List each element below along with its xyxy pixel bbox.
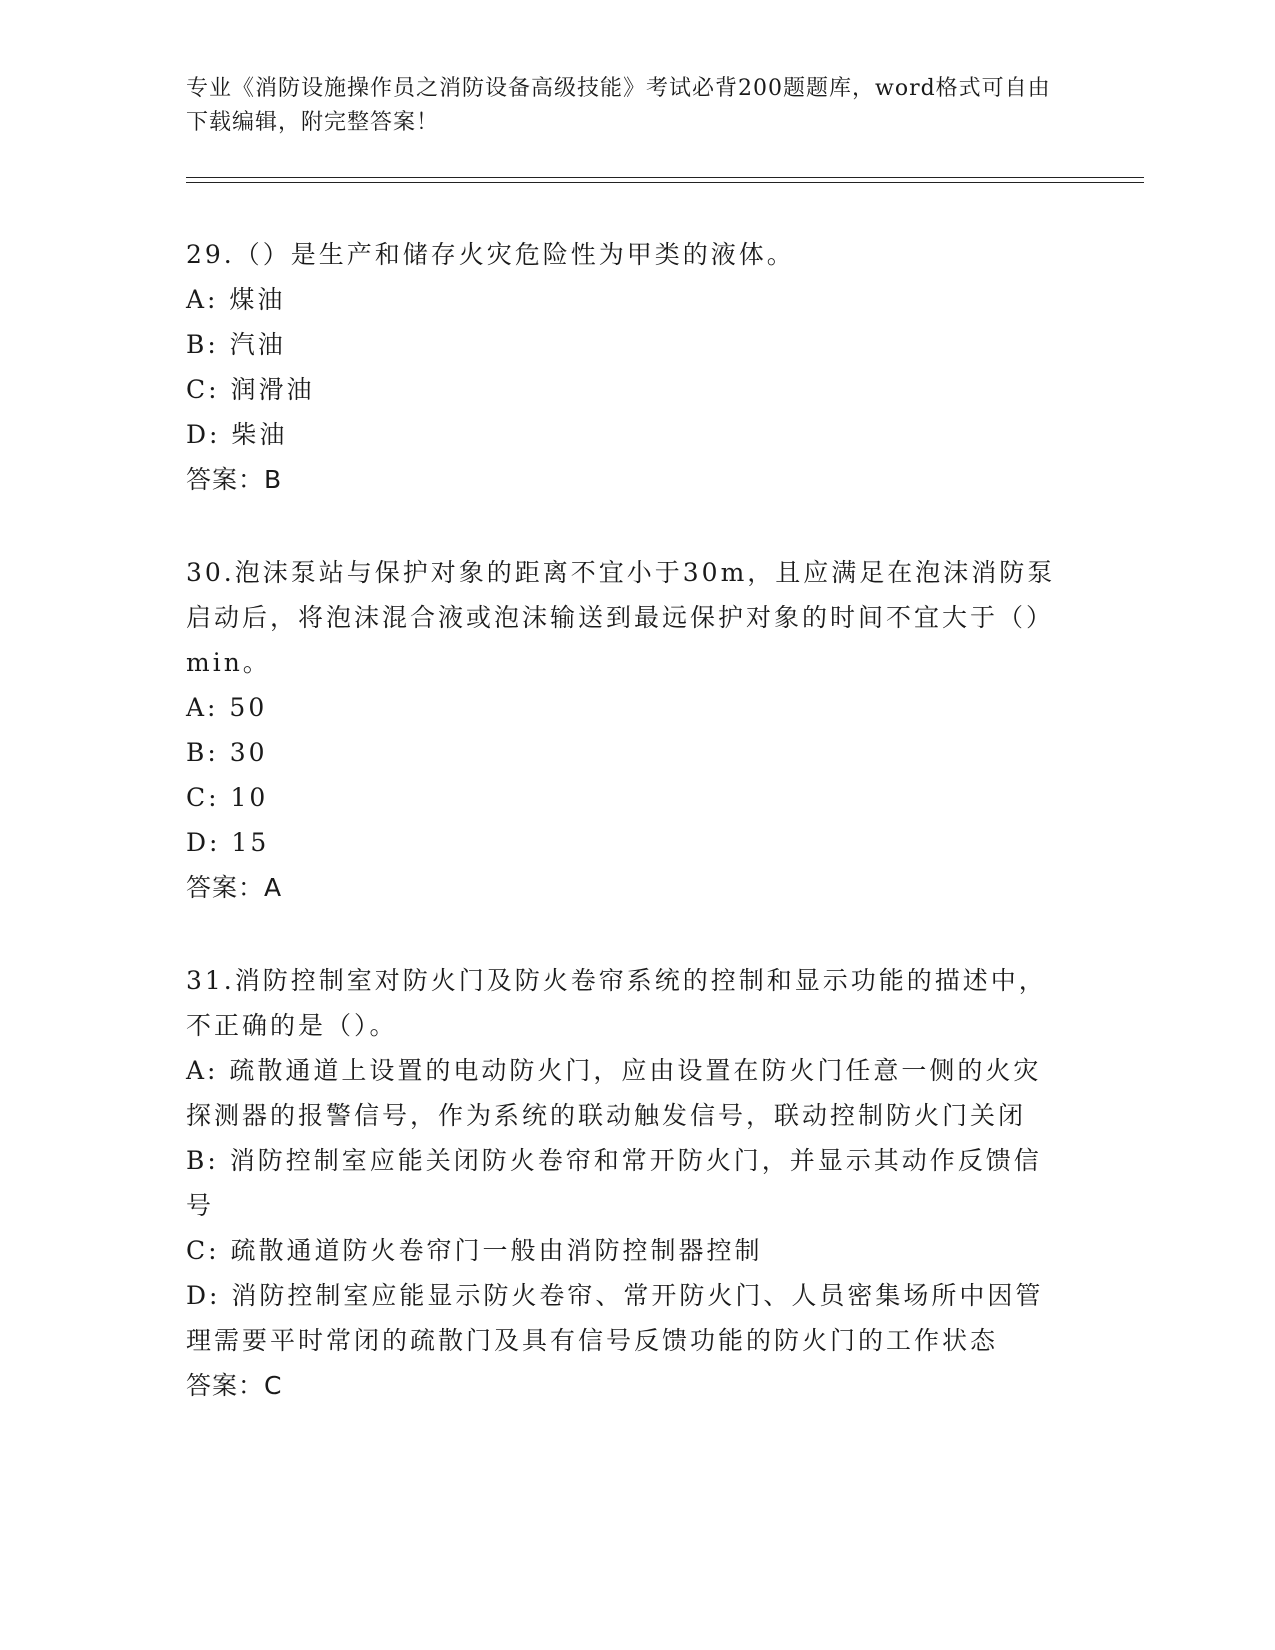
option-d: D: 消防控制室应能显示防火卷帘、常开防火门、人员密集场所中因管理需要平时常闭的疏散门及具有信号反馈功能的防火门的工作状态 bbox=[186, 1281, 1044, 1355]
option-a: A: 疏散通道上设置的电动防火门，应由设置在防火门任意一侧的火灾探测器的报警信号，作为系统的联动触发信号，联动控制防火门关闭 bbox=[186, 1056, 1042, 1130]
option-c: C: 10 bbox=[186, 783, 269, 812]
question-30 bbox=[186, 550, 1066, 910]
option-b: B: 汽油 bbox=[186, 330, 286, 359]
option-c: C: 润滑油 bbox=[186, 375, 315, 404]
question-stem: 30.泡沫泵站与保护对象的距离不宜小于30m，且应满足在泡沫消防泵启动后，将泡沫混合液或泡沫输送到最远保护对象的时间不宜大于（）min。 bbox=[186, 558, 1056, 677]
answer: 答案：B bbox=[186, 465, 283, 494]
option-a: A: 煤油 bbox=[186, 285, 286, 314]
answer: 答案：C bbox=[186, 1371, 283, 1400]
option-a: A: 50 bbox=[186, 693, 268, 722]
option-d: D: 柴油 bbox=[186, 420, 288, 449]
question-stem: 31.消防控制室对防火门及防火卷帘系统的控制和显示功能的描述中，不正确的是（）。 bbox=[186, 966, 1047, 1040]
option-b: B: 消防控制室应能关闭防火卷帘和常开防火门，并显示其动作反馈信号 bbox=[186, 1146, 1042, 1220]
option-d: D: 15 bbox=[186, 828, 270, 857]
option-c: C: 疏散通道防火卷帘门一般由消防控制器控制 bbox=[186, 1236, 763, 1265]
header-divider-bottom bbox=[186, 182, 1144, 183]
answer: 答案：A bbox=[186, 873, 283, 902]
question-stem: 29.（）是生产和储存火灾危险性为甲类的液体。 bbox=[186, 240, 795, 269]
document-header: 专业《消防设施操作员之消防设备高级技能》考试必背200题题库，word格式可自由下载编辑，附完整答案！ bbox=[186, 76, 1051, 135]
header-divider-top bbox=[186, 177, 1144, 178]
question-31 bbox=[186, 958, 1066, 1408]
option-b: B: 30 bbox=[186, 738, 268, 767]
question-29 bbox=[186, 232, 1066, 502]
